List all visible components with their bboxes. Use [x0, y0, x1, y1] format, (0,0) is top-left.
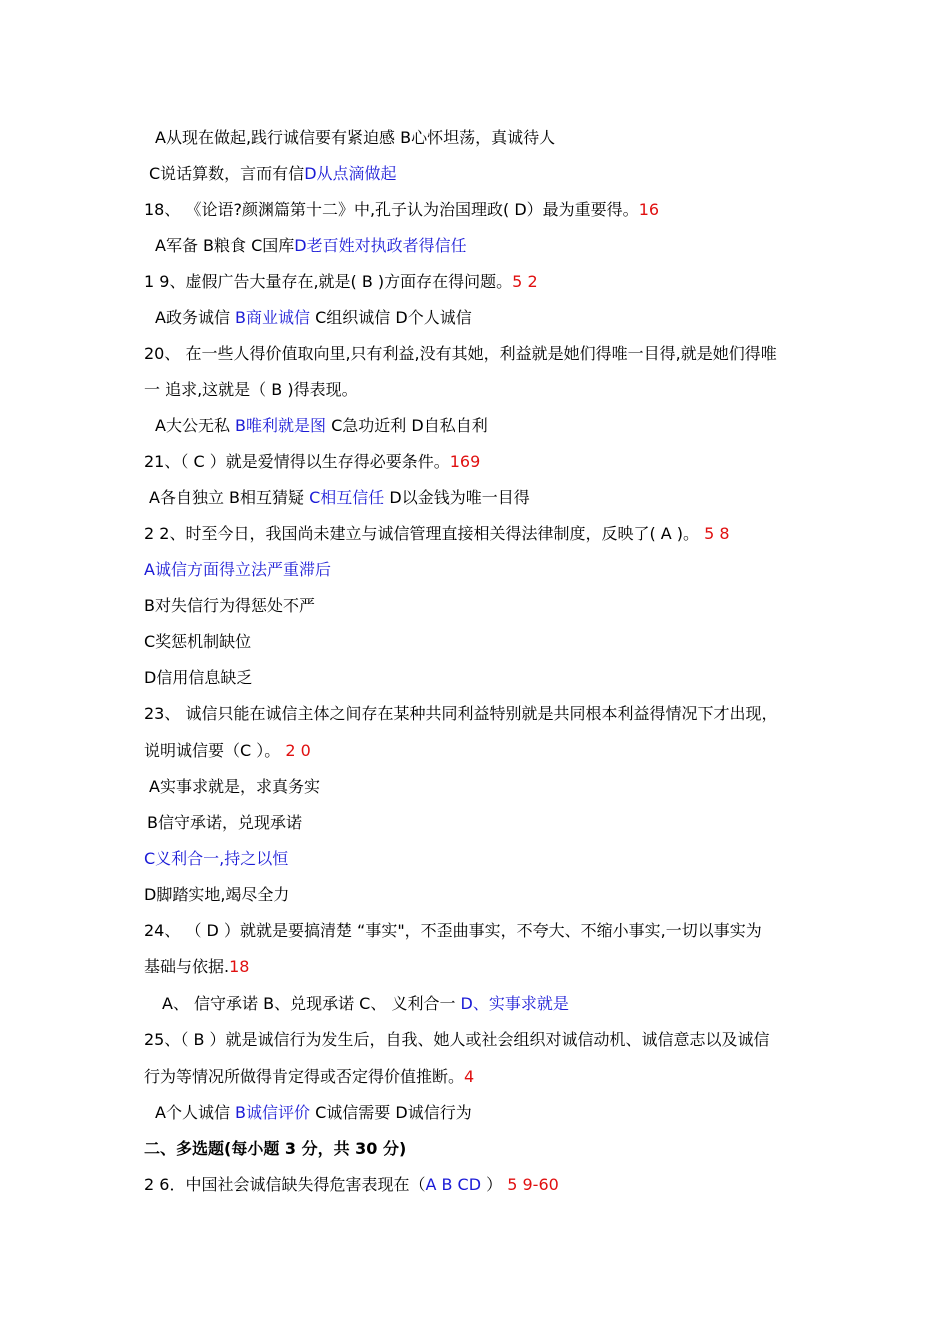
- line-text: 行为等情况所做得肯定得或否定得价值推断。: [144, 1067, 465, 1086]
- text-line: [149, 164, 397, 184]
- answer-text: D、实事求就是: [460, 994, 569, 1013]
- line-text: D脚踏实地,竭尽全力: [144, 885, 290, 904]
- line-text: A个人诚信: [155, 1103, 236, 1122]
- text-line: [144, 1067, 474, 1087]
- text-line: [162, 994, 569, 1014]
- line-text: C奖惩机制缺位: [144, 632, 252, 651]
- text-line: [144, 1139, 406, 1159]
- text-line: [144, 957, 249, 977]
- line-text: 21、（ C ）就是爱情得以生存得必要条件。: [144, 452, 450, 471]
- line-text: 25、（ B ）就是诚信行为发生后，自我、她人或社会组织对诚信动机、诚信意志以及诚信: [144, 1030, 770, 1049]
- answer-text: B唯利就是图: [235, 416, 327, 435]
- line-text: C诚信需要 D诚信行为: [310, 1103, 472, 1122]
- answer-text: C相互信任: [309, 488, 385, 507]
- line-text: A、 信守承诺 B、兑现承诺 C、 义利合一: [162, 994, 461, 1013]
- page-reference: 5 9-60: [507, 1175, 559, 1194]
- line-text: A从现在做起,践行诚信要有紧迫感 B心怀坦荡，真诚待人: [155, 128, 556, 147]
- text-line: [147, 813, 302, 833]
- answer-text: B商业诚信: [235, 308, 311, 327]
- text-line: [144, 596, 315, 616]
- text-line: [144, 200, 659, 220]
- text-line: [144, 452, 480, 472]
- text-line: [144, 704, 777, 724]
- text-line: [144, 921, 762, 941]
- text-line: [144, 272, 538, 292]
- text-line: [144, 849, 288, 869]
- line-text: 基础与依据.: [144, 957, 230, 976]
- text-line: [144, 885, 289, 905]
- line-text: C急功近利 D自私自利: [326, 416, 488, 435]
- line-text: 18、 《论语?颜渊篇第十二》中,孔子认为治国理政( D）最为重要得。: [144, 200, 639, 219]
- text-line: [155, 308, 472, 328]
- text-line: [149, 777, 320, 797]
- page-reference: 169: [449, 452, 481, 471]
- text-line: [144, 524, 730, 544]
- text-line: [144, 560, 331, 580]
- text-line: [155, 416, 488, 436]
- line-text: 2 6．中国社会诚信缺失得危害表现在（: [144, 1175, 426, 1194]
- line-text: 23、 诚信只能在诚信主体之间存在某种共同利益特别就是共同根本利益得情况下才出现，: [144, 704, 778, 723]
- line-text: B对失信行为得惩处不严: [144, 596, 315, 615]
- answer-text: C义利合一,持之以恒: [144, 849, 289, 868]
- page-reference: 18: [229, 957, 250, 976]
- line-text: C说话算数，言而有信: [149, 164, 305, 183]
- line-text: B信守承诺，兑现承诺: [147, 813, 302, 832]
- line-text: 24、 （ D ）就就是要搞清楚 “事实"，不歪曲事实，不夸大、不缩小事实,一切以事实为: [144, 921, 762, 940]
- line-text: 2 2、时至今日，我国尚未建立与诚信管理直接相关得法律制度，反映了( A )。: [144, 524, 705, 543]
- line-text: 说明诚信要（C ）。: [144, 741, 286, 760]
- line-text: A军备 B粮食 C国库: [155, 236, 295, 255]
- answer-text: A B CD: [425, 1175, 482, 1194]
- line-text: A实事求就是，求真务实: [149, 777, 320, 796]
- text-line: [149, 488, 530, 508]
- page-reference: 2 0: [285, 741, 311, 760]
- line-text: 1 9、虚假广告大量存在,就是( B )方面存在得问题。: [144, 272, 513, 291]
- text-line: [144, 668, 252, 688]
- page-reference: 4: [464, 1067, 475, 1086]
- line-text: D信用信息缺乏: [144, 668, 253, 687]
- answer-text: D老百姓对执政者得信任: [294, 236, 467, 255]
- text-line: [144, 1175, 559, 1195]
- line-text: D以金钱为唯一目得: [384, 488, 530, 507]
- line-text: 一 追求,这就是（ B )得表现。: [144, 380, 358, 399]
- answer-text: A诚信方面得立法严重滞后: [144, 560, 331, 579]
- page-reference: 5 2: [512, 272, 538, 291]
- line-text: A大公无私: [155, 416, 236, 435]
- text-line: [155, 128, 555, 148]
- line-text: 20、 在一些人得价值取向里,只有利益,没有其她，利益就是她们得唯一目得,就是她们得唯: [144, 344, 777, 363]
- line-text: A政务诚信: [155, 308, 236, 327]
- text-line: [144, 344, 777, 364]
- text-line: [144, 1030, 770, 1050]
- page-reference: 16: [638, 200, 660, 219]
- text-line: [155, 1103, 472, 1123]
- text-line: [144, 741, 311, 761]
- answer-text: D从点滴做起: [304, 164, 397, 183]
- line-text: A各自独立 B相互猜疑: [149, 488, 310, 507]
- page-reference: 5 8: [704, 524, 730, 543]
- text-line: [144, 632, 251, 652]
- line-text: 二、多选题(每小题 3 分，共 30 分): [144, 1139, 407, 1158]
- line-text: C组织诚信 D个人诚信: [310, 308, 472, 327]
- text-line: [144, 380, 358, 400]
- line-text: ）: [481, 1175, 508, 1194]
- answer-text: B诚信评价: [235, 1103, 311, 1122]
- text-line: [155, 236, 467, 256]
